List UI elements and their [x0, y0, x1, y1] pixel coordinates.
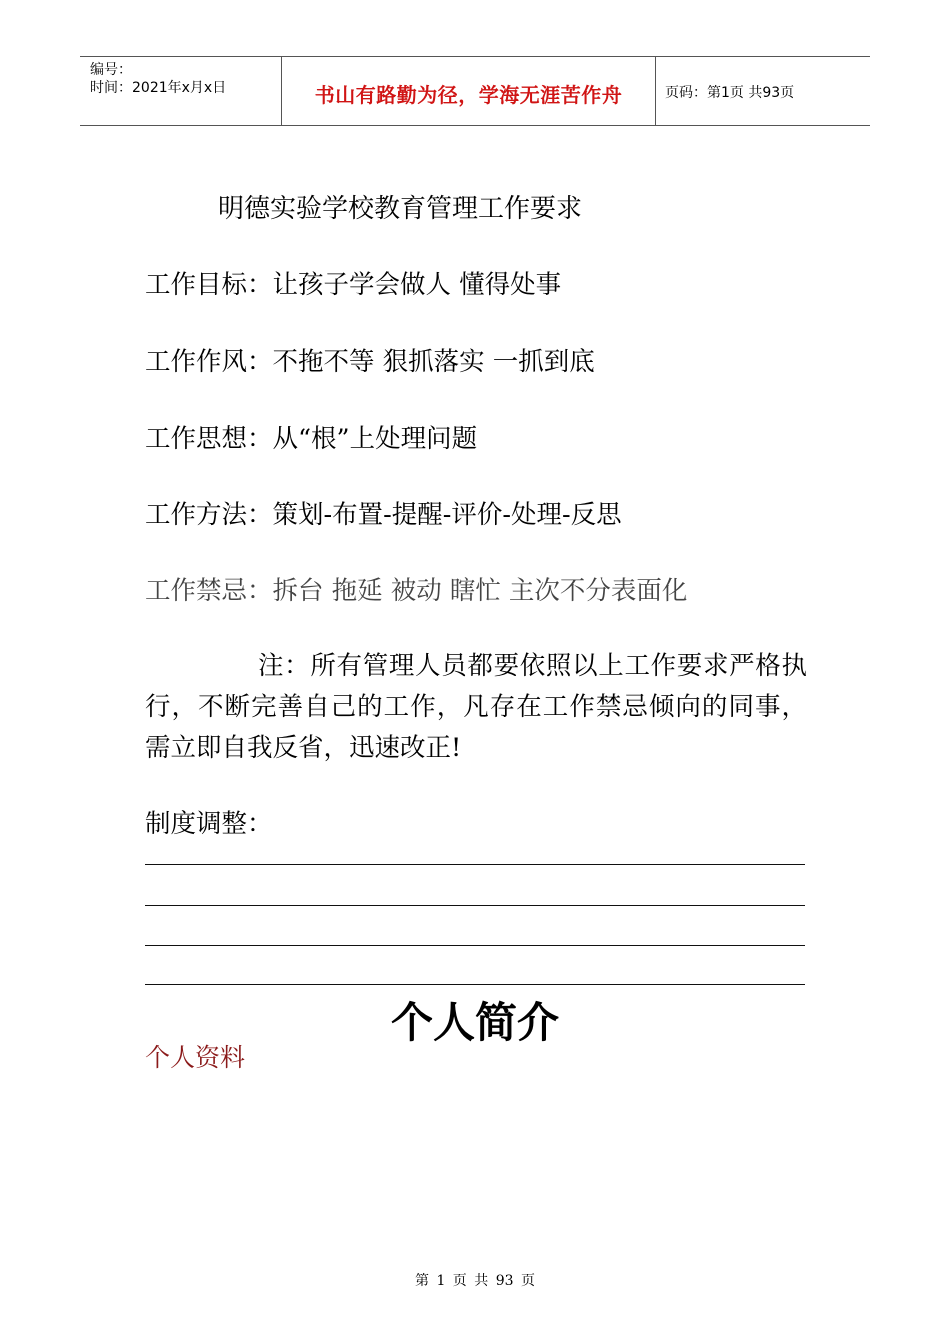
work-taboo: 工作禁忌：拆台 拖延 被动 瞎忙 主次不分表面化: [145, 576, 688, 606]
header-meta: [90, 61, 226, 97]
note-paragraph: 注：所有管理人员都要依照以上工作要求严格执行，不断完善自己的工作，凡存在工作禁忌倾向的同事，需立即自我反省，迅速改正!: [145, 651, 807, 763]
page-header: [80, 56, 870, 126]
adjust-label: 制度调整：: [145, 809, 273, 839]
document-title: 明德实验学校教育管理工作要求: [218, 194, 583, 224]
blank-line: [145, 864, 805, 865]
header-motto: 书山有路勤为径，学海无涯苦作舟: [314, 83, 623, 107]
header-divider: [655, 57, 656, 125]
page-footer: 第 1 页 共 93 页: [415, 1273, 535, 1289]
work-goal: 工作目标：让孩子学会做人 懂得处事: [145, 270, 562, 300]
date-label: 时间：2021年x月x日: [90, 80, 227, 96]
work-method: 工作方法：策划-布置-提醒-评价-处理-反思: [145, 500, 622, 530]
work-style: 工作作风：不拖不等 狠抓落实 一抓到底: [145, 347, 595, 377]
blank-line: [145, 945, 805, 946]
sub-heading: 个人资料: [145, 1043, 246, 1072]
work-thinking: 工作思想：从“根”上处理问题: [145, 424, 478, 454]
number-label: 编号：: [90, 62, 132, 78]
blank-line: [145, 984, 805, 985]
header-page-info: 页码：第1页 共93页: [665, 85, 795, 101]
blank-line: [145, 905, 805, 906]
section-title: 个人简介: [390, 998, 559, 1047]
